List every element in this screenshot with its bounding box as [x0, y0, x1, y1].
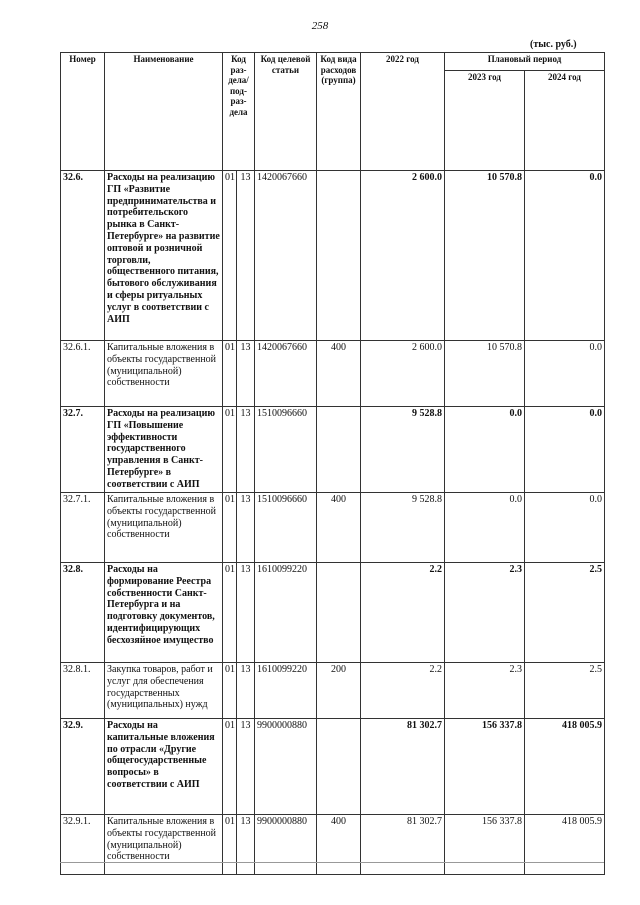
header-vr: Код вида расходов (группа)	[317, 53, 361, 171]
row-amount-2022: 2.2	[361, 663, 445, 719]
row-subsection-code: 13	[237, 493, 255, 563]
row-number: 32.9.	[61, 719, 105, 815]
row-target-article: 1610099220	[255, 663, 317, 719]
row-subsection-code: 13	[237, 171, 255, 341]
table-row	[61, 407, 605, 493]
row-name: Закупка товаров, работ и услуг для обеспечения государственных (муниципальных) нужд	[105, 663, 223, 719]
row-subsection-code: 13	[237, 407, 255, 493]
row-target-article: 9900000880	[255, 719, 317, 815]
row-subsection-code: 13	[237, 719, 255, 815]
row-section-code: 01	[223, 663, 237, 719]
row-amount-2022: 9 528.8	[361, 493, 445, 563]
row-section-code: 01	[223, 815, 237, 875]
row-target-article: 1420067660	[255, 341, 317, 407]
header-section: Код раз-дела/под-раз-дела	[223, 53, 255, 171]
row-amount-2024: 418 005.9	[525, 815, 605, 875]
header-2024: 2024 год	[525, 71, 605, 171]
row-subsection-code: 13	[237, 815, 255, 875]
row-name: Расходы на капитальные вложения по отрасли «Другие общегосударственные вопросы» в соответствии с АИП	[105, 719, 223, 815]
table-body	[61, 171, 605, 875]
table-row	[61, 341, 605, 407]
row-amount-2022: 81 302.7	[361, 815, 445, 875]
row-expense-type	[317, 563, 361, 663]
row-subsection-code: 13	[237, 563, 255, 663]
table-row	[61, 663, 605, 719]
row-name: Капитальные вложения в объекты государственной (муниципальной) собственности	[105, 815, 223, 875]
row-amount-2023: 0.0	[445, 407, 525, 493]
row-expense-type: 200	[317, 663, 361, 719]
table-row	[61, 719, 605, 815]
row-target-article: 1510096660	[255, 407, 317, 493]
row-amount-2023: 10 570.8	[445, 171, 525, 341]
row-amount-2024: 2.5	[525, 563, 605, 663]
row-name: Капитальные вложения в объекты государственной (муниципальной) собственности	[105, 493, 223, 563]
header-plan-period: Плановый период	[445, 53, 605, 71]
header-2022: 2022 год	[361, 53, 445, 171]
row-name: Расходы на реализацию ГП «Повышение эффективности государственного управления в Санкт-Петербурге» в соответствии с АИП	[105, 407, 223, 493]
row-amount-2024: 0.0	[525, 493, 605, 563]
row-subsection-code: 13	[237, 663, 255, 719]
row-expense-type: 400	[317, 341, 361, 407]
row-number: 32.6.	[61, 171, 105, 341]
row-amount-2024: 0.0	[525, 171, 605, 341]
row-amount-2023: 10 570.8	[445, 341, 525, 407]
row-name: Расходы на формирование Реестра собственности Санкт-Петербурга и на подготовку документов, идентифицирующих бесхозяйное имущество	[105, 563, 223, 663]
row-section-code: 01	[223, 341, 237, 407]
row-name: Расходы на реализацию ГП «Развитие предпринимательства и потребительского рынка в Санкт-Петербурге» на развитие оптовой и розничной торговли, общественного питания, бытового обслуживания и сферы ритуальных услуг в соответствии с АИП	[105, 171, 223, 341]
row-section-code: 01	[223, 171, 237, 341]
row-expense-type	[317, 719, 361, 815]
row-target-article: 1610099220	[255, 563, 317, 663]
header-csr: Код целевой статьи	[255, 53, 317, 171]
row-subsection-code: 13	[237, 341, 255, 407]
row-number: 32.6.1.	[61, 341, 105, 407]
row-expense-type	[317, 171, 361, 341]
units-label: (тыс. руб.)	[530, 39, 577, 50]
row-amount-2023: 156 337.8	[445, 815, 525, 875]
row-expense-type: 400	[317, 493, 361, 563]
row-section-code: 01	[223, 563, 237, 663]
row-section-code: 01	[223, 407, 237, 493]
bottom-rule	[60, 862, 604, 863]
row-amount-2023: 156 337.8	[445, 719, 525, 815]
table-row	[61, 563, 605, 663]
row-amount-2022: 2 600.0	[361, 171, 445, 341]
row-target-article: 1510096660	[255, 493, 317, 563]
table-row	[61, 493, 605, 563]
budget-table	[60, 52, 605, 875]
row-amount-2023: 2.3	[445, 563, 525, 663]
header-2023: 2023 год	[445, 71, 525, 171]
page-number: 258	[311, 20, 329, 32]
row-number: 32.9.1.	[61, 815, 105, 875]
row-amount-2023: 2.3	[445, 663, 525, 719]
row-number: 32.8.1.	[61, 663, 105, 719]
row-amount-2024: 418 005.9	[525, 719, 605, 815]
row-amount-2022: 2.2	[361, 563, 445, 663]
row-name: Капитальные вложения в объекты государственной (муниципальной) собственности	[105, 341, 223, 407]
table-row	[61, 815, 605, 875]
row-section-code: 01	[223, 719, 237, 815]
row-number: 32.8.	[61, 563, 105, 663]
row-expense-type: 400	[317, 815, 361, 875]
row-amount-2022: 2 600.0	[361, 341, 445, 407]
row-amount-2022: 81 302.7	[361, 719, 445, 815]
row-amount-2022: 9 528.8	[361, 407, 445, 493]
row-target-article: 1420067660	[255, 171, 317, 341]
header-number: Номер	[61, 53, 105, 171]
row-amount-2024: 0.0	[525, 341, 605, 407]
row-amount-2024: 0.0	[525, 407, 605, 493]
row-amount-2024: 2.5	[525, 663, 605, 719]
table-row	[61, 171, 605, 341]
row-number: 32.7.	[61, 407, 105, 493]
row-number: 32.7.1.	[61, 493, 105, 563]
row-expense-type	[317, 407, 361, 493]
row-section-code: 01	[223, 493, 237, 563]
row-amount-2023: 0.0	[445, 493, 525, 563]
header-name: Наименование	[105, 53, 223, 171]
row-target-article: 9900000880	[255, 815, 317, 875]
